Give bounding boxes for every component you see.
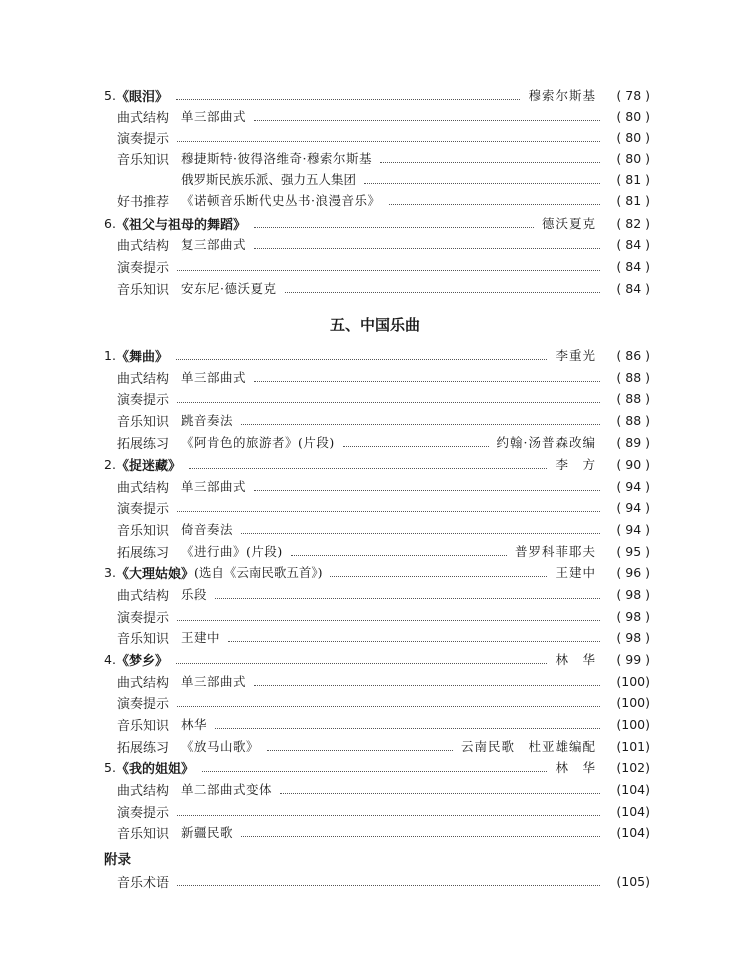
- toc-subentry[interactable]: [117, 189, 650, 211]
- page-number: ( 81 ): [616, 171, 650, 187]
- dot-leader: [177, 815, 600, 816]
- page-number: ( 95 ): [616, 543, 650, 559]
- dot-leader: [177, 270, 600, 271]
- subentry-category: 演奏提示: [117, 610, 170, 626]
- dot-leader: [189, 468, 548, 469]
- toc-subentry[interactable]: [117, 431, 650, 453]
- toc-subentry[interactable]: [117, 105, 650, 127]
- subentry-detail: 单二部曲式变体: [181, 782, 273, 797]
- toc-entry-song[interactable]: [104, 648, 650, 670]
- toc-subentry-continuation[interactable]: [181, 168, 650, 190]
- toc-subentry[interactable]: [117, 870, 650, 892]
- page-number: ( 98 ): [616, 608, 650, 624]
- subentry-category: 拓展练习: [117, 545, 170, 561]
- entry-source-note: (选自《云南民歌五首》): [193, 565, 323, 580]
- toc-subentry[interactable]: [117, 778, 650, 800]
- toc-entry-song[interactable]: [104, 344, 650, 366]
- dot-leader: [177, 620, 600, 621]
- subentry-detail: 安东尼·德沃夏克: [181, 281, 277, 296]
- dot-leader: [241, 533, 600, 534]
- toc-subentry[interactable]: [117, 126, 650, 148]
- toc-subentry[interactable]: [117, 366, 650, 388]
- entry-author: 约翰·汤普森改编: [496, 435, 596, 450]
- subentry-category: 好书推荐: [117, 194, 170, 210]
- page-number: ( 86 ): [616, 347, 650, 363]
- toc-subentry[interactable]: [117, 409, 650, 431]
- toc-subentry[interactable]: [117, 735, 650, 757]
- entry-number: 5.: [104, 759, 116, 775]
- subentry-category: 音乐术语: [117, 875, 170, 891]
- toc-subentry[interactable]: [117, 821, 650, 843]
- dot-leader: [254, 120, 600, 121]
- toc-entry-song[interactable]: [104, 84, 650, 106]
- entry-title: 《舞曲》: [115, 349, 168, 365]
- dot-leader: [177, 885, 600, 886]
- dot-leader: [343, 446, 489, 447]
- entry-number: 5.: [104, 87, 116, 103]
- toc-subentry[interactable]: [117, 670, 650, 692]
- toc-subentry[interactable]: [117, 540, 650, 562]
- toc-subentry[interactable]: [117, 147, 650, 169]
- subentry-detail: 单三部曲式: [181, 674, 247, 689]
- subentry-category: 音乐知识: [117, 152, 170, 168]
- toc-subentry[interactable]: [117, 713, 650, 735]
- entry-author: 德沃夏克: [541, 216, 596, 231]
- page-number: ( 80 ): [616, 150, 650, 166]
- page-number: ( 88 ): [616, 412, 650, 428]
- dot-leader: [330, 576, 547, 577]
- page-number: ( 80 ): [616, 129, 650, 145]
- entry-number: 4.: [104, 651, 116, 667]
- entry-author: 林 华: [555, 760, 596, 775]
- dot-leader: [176, 663, 548, 664]
- page-number: (105): [616, 873, 650, 889]
- entry-title: 《我的姐姐》: [115, 761, 194, 777]
- dot-leader: [254, 685, 600, 686]
- subentry-detail: 穆捷斯特·彼得洛维奇·穆索尔斯基: [181, 151, 372, 166]
- subentry-detail: 单三部曲式: [181, 109, 247, 124]
- subentry-category: 曲式结构: [117, 371, 170, 387]
- dot-leader: [215, 728, 600, 729]
- toc-subentry[interactable]: [117, 800, 650, 822]
- page-number: (100): [616, 694, 650, 710]
- subentry-detail: 复三部曲式: [181, 237, 247, 252]
- toc-subentry[interactable]: [117, 277, 650, 299]
- page-number: ( 82 ): [616, 215, 650, 231]
- dot-leader: [291, 555, 507, 556]
- dot-leader: [176, 359, 548, 360]
- dot-leader: [254, 227, 534, 228]
- entry-author: 李 方: [555, 457, 596, 472]
- page-number: (102): [616, 759, 650, 775]
- subentry-category: 拓展练习: [117, 740, 170, 756]
- subentry-category: 演奏提示: [117, 260, 170, 276]
- dot-leader: [254, 248, 600, 249]
- subentry-category: 曲式结构: [117, 783, 170, 799]
- subentry-detail: 《进行曲》(片段): [181, 544, 283, 559]
- dot-leader: [267, 750, 453, 751]
- subentry-category: 拓展练习: [117, 436, 170, 452]
- dot-leader: [241, 424, 600, 425]
- subentry-category: 音乐知识: [117, 718, 170, 734]
- page-number: ( 94 ): [616, 499, 650, 515]
- dot-leader: [389, 204, 601, 205]
- subentry-category: 演奏提示: [117, 696, 170, 712]
- toc-entry-song[interactable]: [104, 756, 650, 778]
- toc-subentry[interactable]: [117, 583, 650, 605]
- dot-leader: [364, 183, 600, 184]
- subentry-detail: 《诺顿音乐断代史丛书·浪漫音乐》: [181, 193, 381, 208]
- subentry-category: 曲式结构: [117, 238, 170, 254]
- dot-leader: [215, 598, 600, 599]
- dot-leader: [228, 641, 600, 642]
- entry-title: 《祖父与祖母的舞蹈》: [115, 217, 246, 233]
- subentry-category: 演奏提示: [117, 805, 170, 821]
- subentry-category: 曲式结构: [117, 588, 170, 604]
- dot-leader: [254, 381, 600, 382]
- page-number: ( 80 ): [616, 108, 650, 124]
- page-number: (104): [616, 824, 650, 840]
- toc-subentry[interactable]: [117, 233, 650, 255]
- section-heading: 五、中国乐曲: [329, 316, 420, 334]
- entry-title: 《捉迷藏》: [115, 458, 181, 474]
- dot-leader: [177, 706, 600, 707]
- dot-leader: [280, 793, 600, 794]
- toc-subentry[interactable]: [117, 255, 650, 277]
- subentry-category: 音乐知识: [117, 523, 170, 539]
- page-number: ( 81 ): [616, 192, 650, 208]
- page-number: ( 78 ): [616, 87, 650, 103]
- entry-author: 穆索尔斯基: [528, 88, 596, 103]
- page-number: (100): [616, 673, 650, 689]
- page-number: ( 90 ): [616, 456, 650, 472]
- subentry-detail: 倚音奏法: [181, 522, 234, 537]
- appendix-heading: 附录: [104, 852, 131, 868]
- subentry-category: 曲式结构: [117, 110, 170, 126]
- entry-author: 李重光: [555, 348, 596, 363]
- page-number: ( 94 ): [616, 521, 650, 537]
- page-number: (101): [616, 738, 650, 754]
- page-number: ( 89 ): [616, 434, 650, 450]
- dot-leader: [254, 490, 600, 491]
- page-number: ( 84 ): [616, 280, 650, 296]
- toc-entry-song[interactable]: [104, 561, 650, 583]
- dot-leader: [285, 292, 601, 293]
- subentry-detail: 单三部曲式: [181, 370, 247, 385]
- subentry-detail: 《放马山歌》: [181, 739, 260, 754]
- entry-number: 1.: [104, 347, 116, 363]
- subentry-category: 曲式结构: [117, 675, 170, 691]
- dot-leader: [176, 99, 521, 100]
- page-number: ( 88 ): [616, 369, 650, 385]
- subentry-category: 演奏提示: [117, 392, 170, 408]
- page-number: (104): [616, 803, 650, 819]
- page-number: (100): [616, 716, 650, 732]
- toc-entry-song[interactable]: [104, 212, 650, 234]
- entry-author: 云南民歌 杜亚雄编配: [460, 739, 596, 754]
- dot-leader: [202, 771, 548, 772]
- dot-leader: [177, 402, 600, 403]
- page-number: ( 98 ): [616, 586, 650, 602]
- toc-subentry[interactable]: [117, 626, 650, 648]
- toc-subentry[interactable]: [117, 475, 650, 497]
- page-number: (104): [616, 781, 650, 797]
- dot-leader: [177, 511, 600, 512]
- subentry-category: 音乐知识: [117, 414, 170, 430]
- toc-subentry[interactable]: [117, 691, 650, 713]
- subentry-detail: 新疆民歌: [181, 825, 234, 840]
- page-number: ( 98 ): [616, 629, 650, 645]
- entry-title: 《大理姑娘》: [115, 566, 194, 582]
- subentry-detail: 跳音奏法: [181, 413, 234, 428]
- subentry-category: 曲式结构: [117, 480, 170, 496]
- toc-entry-song[interactable]: [104, 453, 650, 475]
- subentry-detail: 乐段: [181, 587, 208, 602]
- toc-subentry[interactable]: [117, 518, 650, 540]
- entry-title: 《梦乡》: [115, 653, 168, 669]
- entry-number: 6.: [104, 215, 116, 231]
- dot-leader: [241, 836, 600, 837]
- entry-author: 普罗科菲耶夫: [514, 544, 596, 559]
- entry-number: 3.: [104, 564, 116, 580]
- entry-author: 林 华: [555, 652, 596, 667]
- toc-subentry[interactable]: [117, 605, 650, 627]
- page-number: ( 84 ): [616, 236, 650, 252]
- subentry-detail: 《阿肯色的旅游者》(片段): [181, 435, 335, 450]
- entry-number: 2.: [104, 456, 116, 472]
- subentry-category: 演奏提示: [117, 131, 170, 147]
- page-number: ( 99 ): [616, 651, 650, 667]
- dot-leader: [380, 162, 600, 163]
- page-number: ( 96 ): [616, 564, 650, 580]
- toc-subentry[interactable]: [117, 387, 650, 409]
- subentry-detail: 俄罗斯民族乐派、强力五人集团: [181, 172, 357, 187]
- page-number: ( 94 ): [616, 478, 650, 494]
- entry-author: 王建中: [555, 565, 596, 580]
- toc-subentry[interactable]: [117, 496, 650, 518]
- subentry-category: 音乐知识: [117, 631, 170, 647]
- dot-leader: [177, 141, 600, 142]
- subentry-detail: 单三部曲式: [181, 479, 247, 494]
- subentry-detail: 王建中: [181, 630, 221, 645]
- page-number: ( 88 ): [616, 390, 650, 406]
- subentry-category: 音乐知识: [117, 826, 170, 842]
- subentry-detail: 林华: [181, 717, 208, 732]
- subentry-category: 音乐知识: [117, 282, 170, 298]
- subentry-category: 演奏提示: [117, 501, 170, 517]
- entry-title: 《眼泪》: [115, 89, 168, 105]
- page-number: ( 84 ): [616, 258, 650, 274]
